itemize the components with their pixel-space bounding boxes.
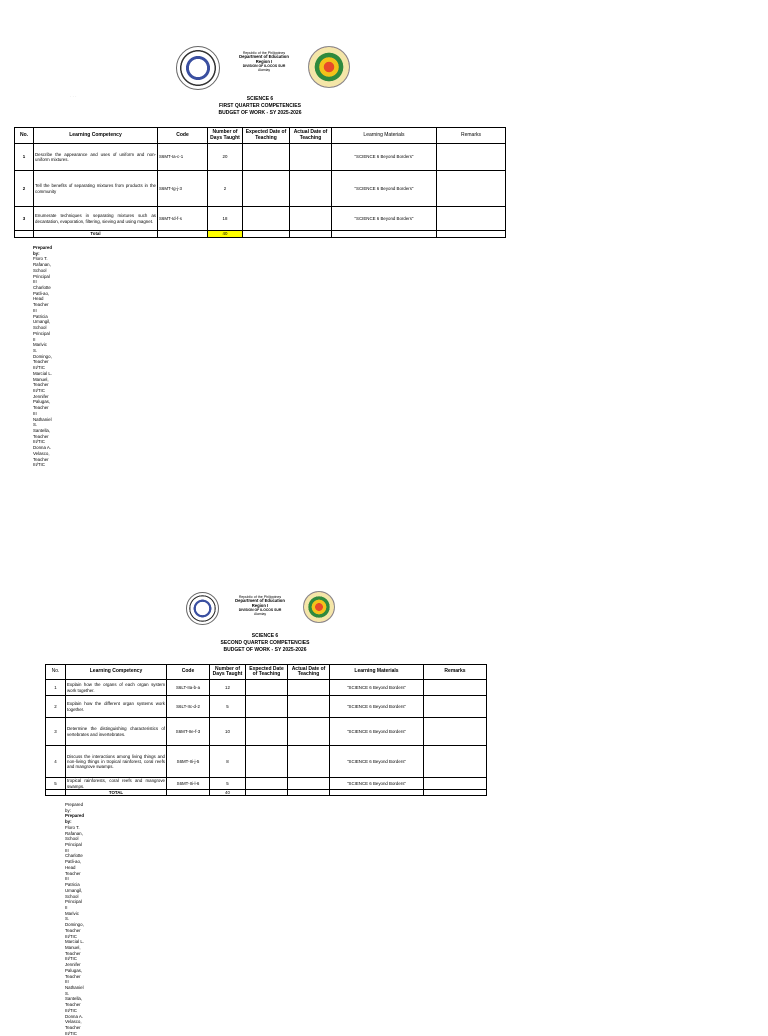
row-code: S6MT-IIi-j-5	[167, 746, 210, 778]
department-text: Department of Education	[235, 598, 285, 604]
row-competency: Enumerate techniques in separating mixtures such as decantation, evaporation, filtering, sieving and using magnet.	[34, 207, 158, 231]
table-header-row	[46, 665, 487, 680]
preparer-name: Jennifer Palugas, Teacher III	[65, 962, 83, 985]
row-competency: tropical rainforests, coral reefs and mangrove swamps.	[67, 778, 165, 789]
row-code: S6MT-Id-f-s	[158, 207, 208, 231]
row-materials: "SCIENCE 6 Beyond Borders"	[330, 696, 424, 718]
row-competency: Tell the benefits of separating mixtures from products in the community	[34, 171, 158, 207]
table-row	[46, 746, 487, 778]
row-materials: "SCIENCE 6 Beyond Borders"	[330, 778, 424, 790]
row-remarks	[437, 144, 506, 171]
row-actual	[290, 207, 332, 231]
row-materials: "SCIENCE 6 Beyond Borders"	[332, 171, 437, 207]
col-no: No.	[46, 665, 66, 680]
row-competency: Describe the appearance and uses of uniform and non- uniform mixtures.	[34, 144, 158, 171]
row-actual	[288, 778, 330, 790]
division-seal-icon	[308, 46, 350, 88]
quarter-title: FIRST QUARTER COMPETENCIES	[219, 103, 301, 109]
table-row	[46, 680, 487, 696]
row-days: 12	[210, 680, 246, 696]
quarter-title: SECOND QUARTER COMPETENCIES	[220, 640, 310, 646]
row-actual	[288, 718, 330, 746]
row-code: S6LT-IIc-d-2	[167, 696, 210, 718]
row-days: 18	[208, 207, 243, 231]
row-expected	[243, 171, 290, 207]
col-expected: Expected Date of Teaching	[243, 128, 290, 144]
total-blank-cell	[15, 231, 34, 238]
total-days: 40	[210, 790, 246, 796]
col-competency: Learning Competency	[66, 665, 167, 680]
row-remarks	[424, 696, 487, 718]
row-code: S6MT-IIe-f-3	[167, 718, 210, 746]
row-days: 5	[210, 696, 246, 718]
deped-seal-icon	[176, 46, 220, 90]
region-text: Region I	[251, 602, 269, 608]
row-days: 10	[210, 718, 246, 746]
document-title	[185, 633, 345, 654]
row-code: S6MT-IIi-l-6	[167, 778, 210, 790]
row-actual	[288, 680, 330, 696]
col-days: Number of Days Taught	[210, 665, 246, 680]
col-actual: Actual Date of Teaching	[288, 665, 330, 680]
row-materials: "SCIENCE 6 Beyond Borders"	[332, 207, 437, 231]
row-remarks	[437, 171, 506, 207]
town-text: Alamiay	[257, 67, 271, 72]
total-blank-cell	[437, 231, 506, 238]
total-blank-cell	[424, 790, 487, 796]
prepared-by-block	[33, 245, 52, 468]
row-materials: "SCIENCE 6 Beyond Borders"	[330, 680, 424, 696]
preparer-name: Marcial L. Manuel, Teacher III/TIC	[65, 939, 85, 962]
preparer-name: Marcial L. Manuel, Teacher III/TIC	[33, 370, 53, 393]
row-code: S6MT-Ig-j-3	[158, 171, 208, 207]
preparer-name: Marivic S. Domingo, Teacher III/TIC	[65, 910, 84, 939]
preparer-name: Jennifer Palugas, Teacher III	[33, 393, 51, 416]
row-expected	[246, 718, 288, 746]
row-expected	[246, 778, 288, 790]
department-text: Department of Education	[239, 54, 289, 60]
preparer-name: Floro T. Rafanan, School Principal III	[65, 824, 83, 853]
table-header-row	[15, 128, 506, 144]
row-competency: Discuss the interactions among living things and non-living things in tropical rainforest, coral reefs and mangrove swamps.	[66, 746, 167, 778]
row-competency: Explain how the different organ systems work together.	[66, 696, 167, 718]
region-text: Region I	[255, 58, 273, 64]
letterhead	[218, 595, 302, 617]
total-blank-cell	[330, 790, 424, 796]
col-competency: Learning Competency	[34, 128, 158, 144]
preparer-name: Floro T. Rafanan, School Principal III	[33, 256, 51, 285]
preparer-name: Patricia Umangil, School Principal II	[65, 882, 83, 910]
row-remarks	[424, 680, 487, 696]
col-materials: Learning Materials	[330, 665, 424, 680]
row-actual	[288, 696, 330, 718]
col-code: Code	[158, 128, 208, 144]
total-label: Total	[34, 231, 158, 238]
scribble-mark: · · ·	[70, 94, 77, 98]
row-materials: "SCIENCE 6 Beyond Borders"	[332, 144, 437, 171]
total-blank-cell	[246, 790, 288, 796]
row-no: 1	[15, 144, 34, 171]
preparer-name: Donna A. Velasco, Teacher III/TIC	[65, 1013, 84, 1036]
row-no: 5	[46, 778, 66, 790]
division-text: DIVISION OF ILOCOS SUR	[238, 607, 282, 612]
row-no: 2	[15, 171, 34, 207]
division-text: DIVISION OF ILOCOS SUR	[242, 63, 286, 68]
total-row	[15, 231, 506, 238]
total-blank-cell	[332, 231, 437, 238]
row-actual	[290, 171, 332, 207]
total-blank-cell	[288, 790, 330, 796]
letterhead	[222, 51, 306, 73]
total-blank-cell	[167, 790, 210, 796]
row-actual	[288, 746, 330, 778]
preparer-name: Charlotte Patli-ao, Head Teacher III	[65, 853, 83, 882]
total-days: 40	[208, 231, 243, 238]
preparer-name: Marivic S. Domingo, Teacher III/TIC	[33, 342, 52, 371]
budget-title: BUDGET OF WORK - SY 2025-2026	[223, 647, 307, 653]
row-code: S6MT-Ia-c-1	[158, 144, 208, 171]
prepared-label: Prepared by:	[33, 245, 53, 256]
total-blank-cell	[46, 790, 66, 796]
total-blank-cell	[290, 231, 332, 238]
table-row	[15, 207, 506, 231]
row-expected	[246, 746, 288, 778]
preparer-name: Nathaniel S. Santella, Teacher III/TIC	[33, 416, 52, 445]
town-text: Alamiay	[253, 611, 267, 616]
table-row	[15, 171, 506, 207]
row-expected	[243, 144, 290, 171]
row-competency: Explain how the organs of each organ system work together.	[66, 680, 167, 696]
prepared-heading: Prepared by:	[65, 813, 85, 825]
document-title	[180, 96, 340, 117]
row-materials: "SCIENCE 6 Beyond Borders"	[330, 746, 424, 778]
col-days: Number of Days Taught	[208, 128, 243, 144]
row-days: 8	[210, 746, 246, 778]
table-row	[46, 718, 487, 746]
preparer-name: Donna A. Velasco, Teacher III/TIC	[33, 445, 52, 468]
table-row	[46, 696, 487, 718]
col-materials: Learning Materials	[332, 128, 437, 144]
col-expected: Expected Date of Teaching	[246, 665, 288, 680]
competency-table	[45, 664, 487, 796]
preparer-name: Nathaniel S. Santella, Teacher III/TIC	[65, 985, 84, 1013]
col-actual: Actual Date of Teaching	[290, 128, 332, 144]
total-blank-cell	[158, 231, 208, 238]
row-days: 2	[208, 171, 243, 207]
competency-table	[14, 127, 506, 238]
prepared-label: Prepared by:	[65, 802, 84, 813]
total-row	[46, 790, 487, 796]
total-blank-cell	[243, 231, 290, 238]
row-days: 5	[210, 778, 246, 790]
row-no: 1	[46, 680, 66, 696]
prepared-by-block	[65, 802, 84, 1036]
col-no: No.	[15, 128, 34, 144]
row-no: 4	[46, 746, 66, 778]
row-expected	[246, 696, 288, 718]
row-competency: Determine the distinguishing characteristics of vertebrates and invertebrates.	[66, 718, 167, 746]
republic-text: Republic of the Philippines	[242, 51, 286, 55]
total-label: TOTAL	[66, 790, 167, 796]
row-expected	[246, 680, 288, 696]
row-remarks	[424, 746, 487, 778]
table-row	[15, 144, 506, 171]
col-remarks: Remarks	[424, 665, 487, 680]
preparer-name: Charlotte Patli-ao, Head Teacher III	[33, 285, 51, 313]
subject-title: SCIENCE 6	[246, 96, 274, 102]
row-actual	[290, 144, 332, 171]
preparer-name: Patricia Umangil, School Principal II	[33, 313, 51, 342]
division-seal-icon	[303, 591, 335, 623]
row-materials: "SCIENCE 6 Beyond Borders"	[330, 718, 424, 746]
row-days: 20	[208, 144, 243, 171]
row-no: 3	[15, 207, 34, 231]
col-code: Code	[167, 665, 210, 680]
subject-title: SCIENCE 6	[251, 633, 279, 639]
row-remarks	[437, 207, 506, 231]
republic-text: Republic of the Philippines	[238, 595, 282, 599]
deped-seal-icon	[186, 592, 219, 625]
row-no: 2	[46, 696, 66, 718]
budget-title: BUDGET OF WORK - SY 2025-2026	[218, 110, 302, 116]
row-no: 3	[46, 718, 66, 746]
row-remarks	[424, 778, 487, 790]
row-code: S6LT-IIa-b-a	[167, 680, 210, 696]
table-row	[46, 778, 487, 790]
col-remarks: Remarks	[437, 128, 506, 144]
row-remarks	[424, 718, 487, 746]
row-expected	[243, 207, 290, 231]
